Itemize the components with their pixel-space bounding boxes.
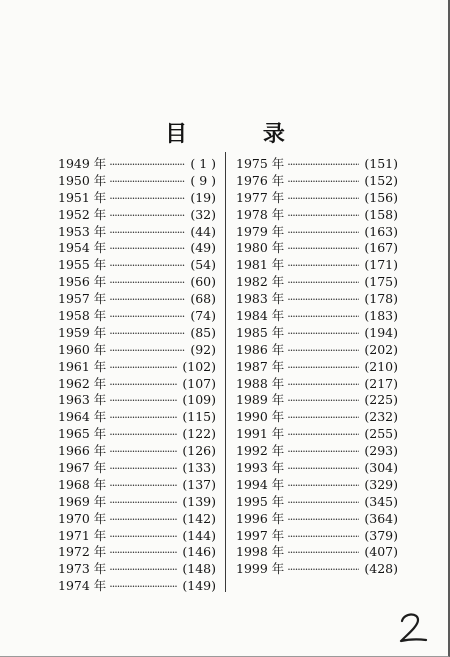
toc-entry-year: 1992 年 xyxy=(236,443,285,459)
dot-leader xyxy=(109,157,185,174)
toc-entry xyxy=(58,257,216,274)
toc-entry-year: 1970 年 xyxy=(58,510,107,526)
toc-entry-year: 1987 年 xyxy=(236,358,285,374)
dot-leader xyxy=(287,326,359,343)
toc-entry-year: 1960 年 xyxy=(58,341,107,357)
toc-entry xyxy=(58,392,216,409)
dot-leader xyxy=(287,410,359,427)
toc-entry-year: 1966 年 xyxy=(58,443,107,459)
toc-entry-page: (102) xyxy=(182,358,216,374)
toc-entry xyxy=(236,240,398,257)
toc-entry xyxy=(236,257,398,274)
toc-entry-year: 1952 年 xyxy=(58,206,107,222)
toc-entry xyxy=(58,207,216,224)
toc-entry-page: (178) xyxy=(364,291,398,307)
toc-entry-page: (194) xyxy=(364,324,398,340)
toc-entry-year: 1989 年 xyxy=(236,392,285,408)
dot-leader xyxy=(287,427,359,444)
toc-entry-year: 1963 年 xyxy=(58,392,107,408)
toc-entry-page: (122) xyxy=(182,426,216,442)
dot-leader xyxy=(109,579,177,596)
toc-entry-page: (329) xyxy=(364,476,398,492)
toc-entry xyxy=(236,308,398,325)
toc-entry-year: 1999 年 xyxy=(236,561,285,577)
toc-entry xyxy=(236,544,398,561)
toc-entry-page: (232) xyxy=(364,409,398,425)
toc-entry-page: (163) xyxy=(364,223,398,239)
toc-entry-year: 1972 年 xyxy=(58,544,107,560)
toc-entry-page: (304) xyxy=(364,460,398,476)
toc-entry-year: 1990 年 xyxy=(236,409,285,425)
toc-entry xyxy=(236,342,398,359)
dot-leader xyxy=(109,529,177,546)
toc-entry xyxy=(236,274,398,291)
toc-entry xyxy=(236,528,398,545)
dot-leader xyxy=(109,461,177,478)
toc-entry xyxy=(58,544,216,561)
toc-entry xyxy=(58,359,216,376)
toc-entry-page: (109) xyxy=(182,392,216,408)
dot-leader xyxy=(109,275,185,292)
toc-entry-year: 1957 年 xyxy=(58,291,107,307)
dot-leader xyxy=(287,208,359,225)
toc-entry-year: 1951 年 xyxy=(58,189,107,205)
toc-entry xyxy=(58,494,216,511)
toc-entry-page: (428) xyxy=(364,561,398,577)
dot-leader xyxy=(109,174,185,191)
toc-entry xyxy=(58,561,216,578)
toc-entry xyxy=(58,528,216,545)
toc-entry-page: (407) xyxy=(364,544,398,560)
toc-entry-year: 1965 年 xyxy=(58,426,107,442)
toc-entry-year: 1997 年 xyxy=(236,527,285,543)
toc-entry-year: 1950 年 xyxy=(58,172,107,188)
dot-leader xyxy=(287,258,359,275)
toc-entry-year: 1971 年 xyxy=(58,527,107,543)
toc-entry-year: 1985 年 xyxy=(236,324,285,340)
toc-entry-year: 1998 年 xyxy=(236,544,285,560)
dot-leader xyxy=(109,410,177,427)
toc-entry-page: (255) xyxy=(364,426,398,442)
toc-entry-page: (68) xyxy=(190,291,216,307)
toc-entry xyxy=(236,224,398,241)
column-divider xyxy=(225,152,226,592)
toc-entry-year: 1969 年 xyxy=(58,493,107,509)
toc-entry xyxy=(58,409,216,426)
dot-leader xyxy=(109,444,177,461)
dot-leader xyxy=(109,343,185,360)
toc-column-left xyxy=(58,156,216,595)
toc-entry xyxy=(236,190,398,207)
toc-entry-page: (146) xyxy=(182,544,216,560)
toc-entry-year: 1978 年 xyxy=(236,206,285,222)
toc-entry xyxy=(58,511,216,528)
dot-leader xyxy=(287,191,359,208)
toc-entry xyxy=(58,443,216,460)
dot-leader xyxy=(287,343,359,360)
toc-entry-year: 1977 年 xyxy=(236,189,285,205)
toc-entry xyxy=(58,274,216,291)
toc-entry-page: (217) xyxy=(364,375,398,391)
toc-entry xyxy=(236,561,398,578)
toc-entry-year: 1958 年 xyxy=(58,308,107,324)
toc-entry-page: (19) xyxy=(190,189,216,205)
toc-entry-page: (364) xyxy=(364,510,398,526)
dot-leader xyxy=(287,512,359,529)
toc-entry-year: 1974 年 xyxy=(58,578,107,594)
toc-entry xyxy=(58,376,216,393)
dot-leader xyxy=(287,478,359,495)
toc-entry-page: (107) xyxy=(182,375,216,391)
toc-entry-page: ( 1 ) xyxy=(190,156,216,171)
toc-entry-page: (149) xyxy=(182,578,216,594)
toc-entry-page: (133) xyxy=(182,460,216,476)
dot-leader xyxy=(109,326,185,343)
toc-column-right xyxy=(236,156,398,578)
toc-entry-page: (151) xyxy=(364,156,398,171)
dot-leader xyxy=(287,377,359,394)
dot-leader xyxy=(109,512,177,529)
toc-entry-page: (54) xyxy=(190,257,216,273)
toc-entry xyxy=(236,392,398,409)
dot-leader xyxy=(287,309,359,326)
dot-leader xyxy=(287,529,359,546)
toc-entry xyxy=(236,325,398,342)
toc-entry-page: (225) xyxy=(364,392,398,408)
dot-leader xyxy=(109,393,177,410)
dot-leader xyxy=(287,225,359,242)
dot-leader xyxy=(287,444,359,461)
toc-entry xyxy=(58,156,216,173)
toc-entry xyxy=(58,325,216,342)
toc-entry xyxy=(58,173,216,190)
toc-entry-year: 1983 年 xyxy=(236,291,285,307)
toc-entry-year: 1982 年 xyxy=(236,274,285,290)
toc-entry xyxy=(58,291,216,308)
toc-entry-year: 1994 年 xyxy=(236,476,285,492)
toc-entry xyxy=(58,460,216,477)
toc-entry xyxy=(58,240,216,257)
toc-entry-page: (202) xyxy=(364,341,398,357)
dot-leader xyxy=(287,292,359,309)
dot-leader xyxy=(287,360,359,377)
toc-entry xyxy=(58,224,216,241)
toc-entry-page: (144) xyxy=(182,527,216,543)
toc-entry-year: 1975 年 xyxy=(236,156,285,171)
toc-entry xyxy=(58,426,216,443)
dot-leader xyxy=(109,545,177,562)
toc-entry-page: (171) xyxy=(364,257,398,273)
dot-leader xyxy=(287,275,359,292)
dot-leader xyxy=(287,545,359,562)
toc-entry-year: 1959 年 xyxy=(58,324,107,340)
dot-leader xyxy=(109,225,185,242)
toc-entry-year: 1954 年 xyxy=(58,240,107,256)
dot-leader xyxy=(109,377,177,394)
toc-entry xyxy=(236,494,398,511)
toc-entry xyxy=(236,156,398,173)
toc-entry-page: (152) xyxy=(364,172,398,188)
toc-entry-year: 1984 年 xyxy=(236,308,285,324)
toc-entry xyxy=(236,207,398,224)
toc-entry-year: 1979 年 xyxy=(236,223,285,239)
toc-entry-page: (139) xyxy=(182,493,216,509)
dot-leader xyxy=(109,191,185,208)
toc-entry-page: (148) xyxy=(182,561,216,577)
toc-entry-page: (379) xyxy=(364,527,398,543)
toc-entry xyxy=(58,477,216,494)
toc-entry-page: (156) xyxy=(364,189,398,205)
dot-leader xyxy=(109,360,177,377)
dot-leader xyxy=(109,427,177,444)
dot-leader xyxy=(109,562,177,579)
toc-entry-page: (210) xyxy=(364,358,398,374)
toc-entry-year: 1961 年 xyxy=(58,358,107,374)
dot-leader xyxy=(109,241,185,258)
toc-entry-page: (60) xyxy=(190,274,216,290)
toc-entry xyxy=(236,409,398,426)
toc-entry-year: 1993 年 xyxy=(236,460,285,476)
toc-entry xyxy=(236,291,398,308)
dot-leader xyxy=(287,157,359,174)
dot-leader xyxy=(287,393,359,410)
toc-entry-year: 1968 年 xyxy=(58,476,107,492)
dot-leader xyxy=(109,478,177,495)
toc-entry-year: 1991 年 xyxy=(236,426,285,442)
toc-entry xyxy=(236,426,398,443)
toc-entry-page: (175) xyxy=(364,274,398,290)
toc-entry-year: 1964 年 xyxy=(58,409,107,425)
dot-leader xyxy=(109,292,185,309)
toc-entry-page: (167) xyxy=(364,240,398,256)
toc-entry-year: 1976 年 xyxy=(236,172,285,188)
toc-entry-page: (49) xyxy=(190,240,216,256)
toc-entry-page: (32) xyxy=(190,206,216,222)
toc-entry-page: (142) xyxy=(182,510,216,526)
toc-entry xyxy=(58,308,216,325)
dot-leader xyxy=(287,495,359,512)
dot-leader xyxy=(109,208,185,225)
toc-entry-year: 1981 年 xyxy=(236,257,285,273)
toc-entry-page: (126) xyxy=(182,443,216,459)
toc-entry xyxy=(236,359,398,376)
toc-entry-page: (85) xyxy=(190,324,216,340)
dot-leader xyxy=(109,495,177,512)
toc-entry-page: (44) xyxy=(190,223,216,239)
dot-leader xyxy=(287,461,359,478)
toc-entry-year: 1980 年 xyxy=(236,240,285,256)
toc-entry xyxy=(236,376,398,393)
toc-entry xyxy=(236,477,398,494)
toc-entry xyxy=(236,511,398,528)
toc-entry-page: (293) xyxy=(364,443,398,459)
dot-leader xyxy=(109,258,185,275)
toc-entry-page: (345) xyxy=(364,493,398,509)
toc-entry-year: 1988 年 xyxy=(236,375,285,391)
dot-leader xyxy=(109,309,185,326)
toc-entry xyxy=(58,342,216,359)
page-title: 目 录 xyxy=(165,121,319,147)
toc-entry xyxy=(58,578,216,595)
toc-entry-page: (74) xyxy=(190,308,216,324)
toc-entry-page: ( 9 ) xyxy=(190,172,216,188)
toc-entry-page: (183) xyxy=(364,308,398,324)
toc-entry xyxy=(236,443,398,460)
toc-entry-page: (115) xyxy=(182,409,216,425)
toc-entry-year: 1955 年 xyxy=(58,257,107,273)
toc-entry xyxy=(236,460,398,477)
toc-entry-year: 1986 年 xyxy=(236,341,285,357)
toc-entry-page: (137) xyxy=(182,476,216,492)
toc-entry-year: 1962 年 xyxy=(58,375,107,391)
toc-entry xyxy=(58,190,216,207)
toc-entry-year: 1973 年 xyxy=(58,561,107,577)
toc-entry-page: (92) xyxy=(190,341,216,357)
toc-entry-year: 1995 年 xyxy=(236,493,285,509)
toc-entry xyxy=(236,173,398,190)
toc-entry-year: 1967 年 xyxy=(58,460,107,476)
toc-entry-year: 1949 年 xyxy=(58,156,107,171)
toc-entry-year: 1956 年 xyxy=(58,274,107,290)
toc-entry-year: 1996 年 xyxy=(236,510,285,526)
dot-leader xyxy=(287,174,359,191)
dot-leader xyxy=(287,562,359,579)
dot-leader xyxy=(287,241,359,258)
toc-entry-year: 1953 年 xyxy=(58,223,107,239)
handwritten-page-mark xyxy=(396,610,430,644)
toc-entry-page: (158) xyxy=(364,206,398,222)
